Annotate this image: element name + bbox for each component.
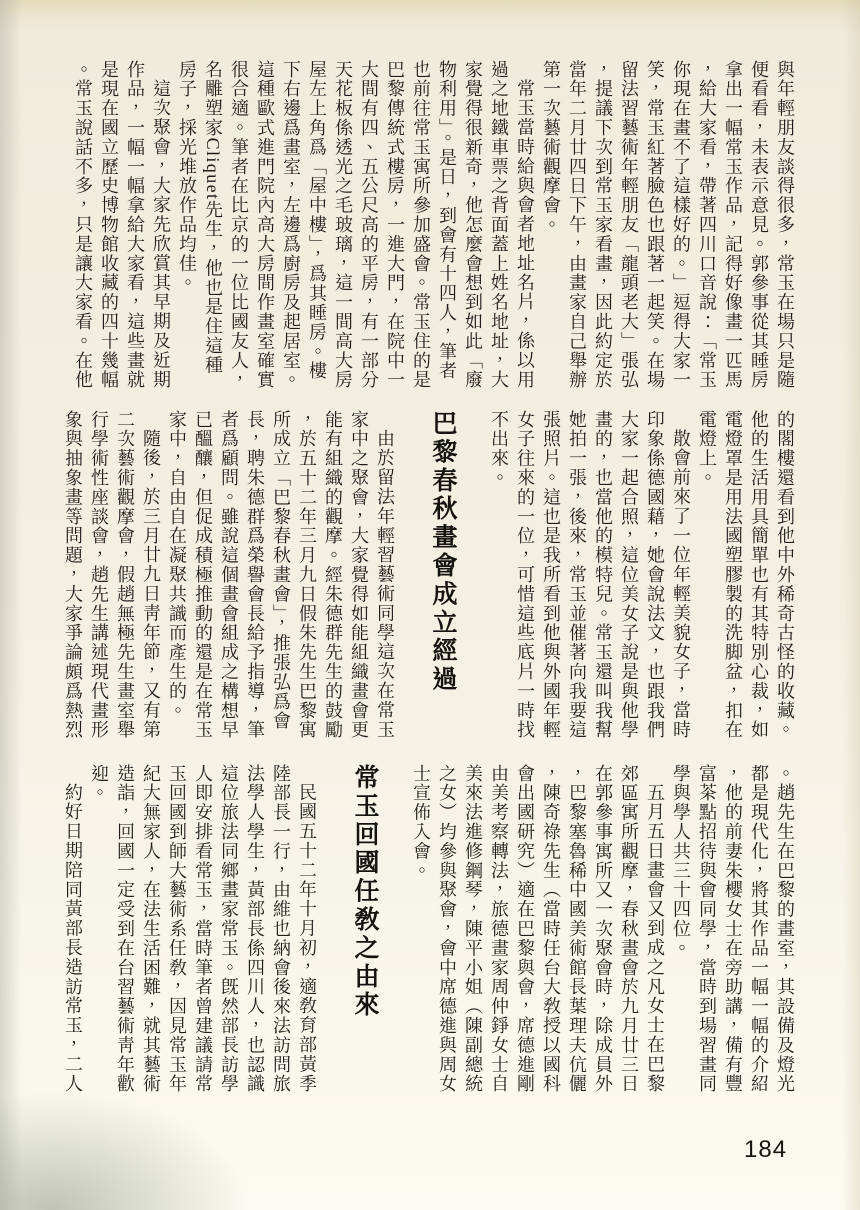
paragraph: 約好日期陪同黃部長造訪常玉，二人 [63,783,83,1094]
paragraph: 民國五十二年十月初，適敎育部黃季陸部長一行，由維也納會後來法訪問旅法學人學生，黃部長係四川人，也認識這位旅法同鄉畫家常玉。旣然部長訪學人即安排看常玉，當時筆者曾建議請常玉回國到師大藝術系任敎，因見常玉年紀大無家人，在法生活困難，就其藝術造詣，回國一定受到在台習藝術靑年歡迎。 [89,764,317,1094]
section-heading-changyu-return-to-teach: 常玉回國任敎之由來 [351,764,378,1020]
paragraph: 隨後，於三月廿九日靑年節，又有第二次藝術觀摩會，假趙無極先生畫室舉行學術性座談會，趙先生講述現代畫形象與抽象畫等問題，大家爭論頗爲熱烈 [63,410,161,740]
paragraph: 的閣樓還看到他中外稀奇古怪的收藏。他的生活用具簡單也有其特別心裁，如電燈罩是用法國塑膠製的洗脚盆，扣在電燈上。 [697,410,795,740]
section-heading-paris-spring-autumn-art-society: 巴黎春秋畫會成立經過 [429,410,456,694]
text-section-bottom [56,764,798,1098]
paragraph: 。趙先生在巴黎的畫室，其設備及燈光都是現代化，將其作品一幅一幅的介紹，他的前妻朱櫻女士在旁助講，備有豐富茶點招待與會同學，當時到場習畫同學與學人共三十四位。 [671,764,795,1094]
text-section-top [56,60,798,394]
paragraph: 散會前來了一位年輕美貌女子，當時印象係德國藉，她會說法文，也跟我們大家一起合照，這位美女子說是與他學畫的，也當他的模特兒。常玉還叫我幫她拍一張，後來，常玉並催著向我要這張照片。這也是我所看到他與外國年輕女子往來的一位，可惜這些底片一時找不出來。 [489,410,691,740]
paragraph: 由於留法年輕習藝術同學這次在常玉家中之聚會，大家覺得如能組織畫會更能有組織的觀摩。經朱德群先生的鼓勵，於五十二年三月九日假朱先生巴黎寓所成立「巴黎春秋畫會」，推張弘爲會長，聘朱德群爲榮譽會長給予指導，筆者爲顧問。雖說這個畫會組成之構想早已醞釀，但促成積極推動的還是在常玉家中，自由自在凝聚共識而產生的。 [167,410,395,740]
text-section-middle [56,410,798,744]
paragraph: 常玉當時給與會者地址名片，係以用過之地鐵車票之背面蓋上姓名地址，大家覺得很新奇，他怎麼會想到如此「廢物利用」。是日，到會有十四人，筆者也前往常玉寓所參加盛會。常玉住的是巴黎傳統式樓房，一進大門，在院中一大間有四、五公尺高的平房，有一部分天花板係透光之毛玻璃，這一間高大房屋左上角爲「屋中樓」，爲其睡房。樓下右邊爲畫室，左邊爲廚房及起居室。這種歐式進門院內高大房間作畫室確實很合適。筆者在比京的一位比國友人，名雕塑家Cliquet先生，他也是住這種房子，採光堆放作品均佳。 [177,60,535,390]
page-number: 184 [744,1136,788,1163]
paragraph: 這次聚會，大家先欣賞其早期及近期作品，一幅一幅拿給大家看，這些畫就是現在國立歷史博物館收藏的四十幾幅。常玉說話不多，只是讓大家看。在他 [73,60,171,390]
paragraph: 五月五日畫會又到成之凡女士在巴黎郊區寓所觀摩，春秋畫會於九月廿三日在郭參事寓所又一次聚會時，除成員外，巴黎塞魯稀中國美術館長葉理夫伉儷，陳奇祿先生（當時任台大敎授以國科會出國研究）適在巴黎與會，席德進剛由美考察轉法，旅德畫家周仲錚女士自美來法進修鋼琴，陳平小姐（陳副總統之女）均參與聚會，會中席德進與周女士宣佈入會。 [411,764,665,1094]
paragraph: 與年輕朋友談得很多，常玉在場只是隨便看看，未表示意見。郭參事從其睡房拿出一幅常玉作品，記得好像畫一匹馬，給大家看，帶著四川口音說：「常玉你現在畫不了這樣好的。」逗得大家一笑，常玉紅著臉色也跟著一起笑。在場留法習藝術年輕朋友「龍頭老大」張弘，提議下次到常玉家看畫，因此約定於當年二月廿四日下午，由畫家自己舉辦第一次藝術觀摩會。 [541,60,795,390]
